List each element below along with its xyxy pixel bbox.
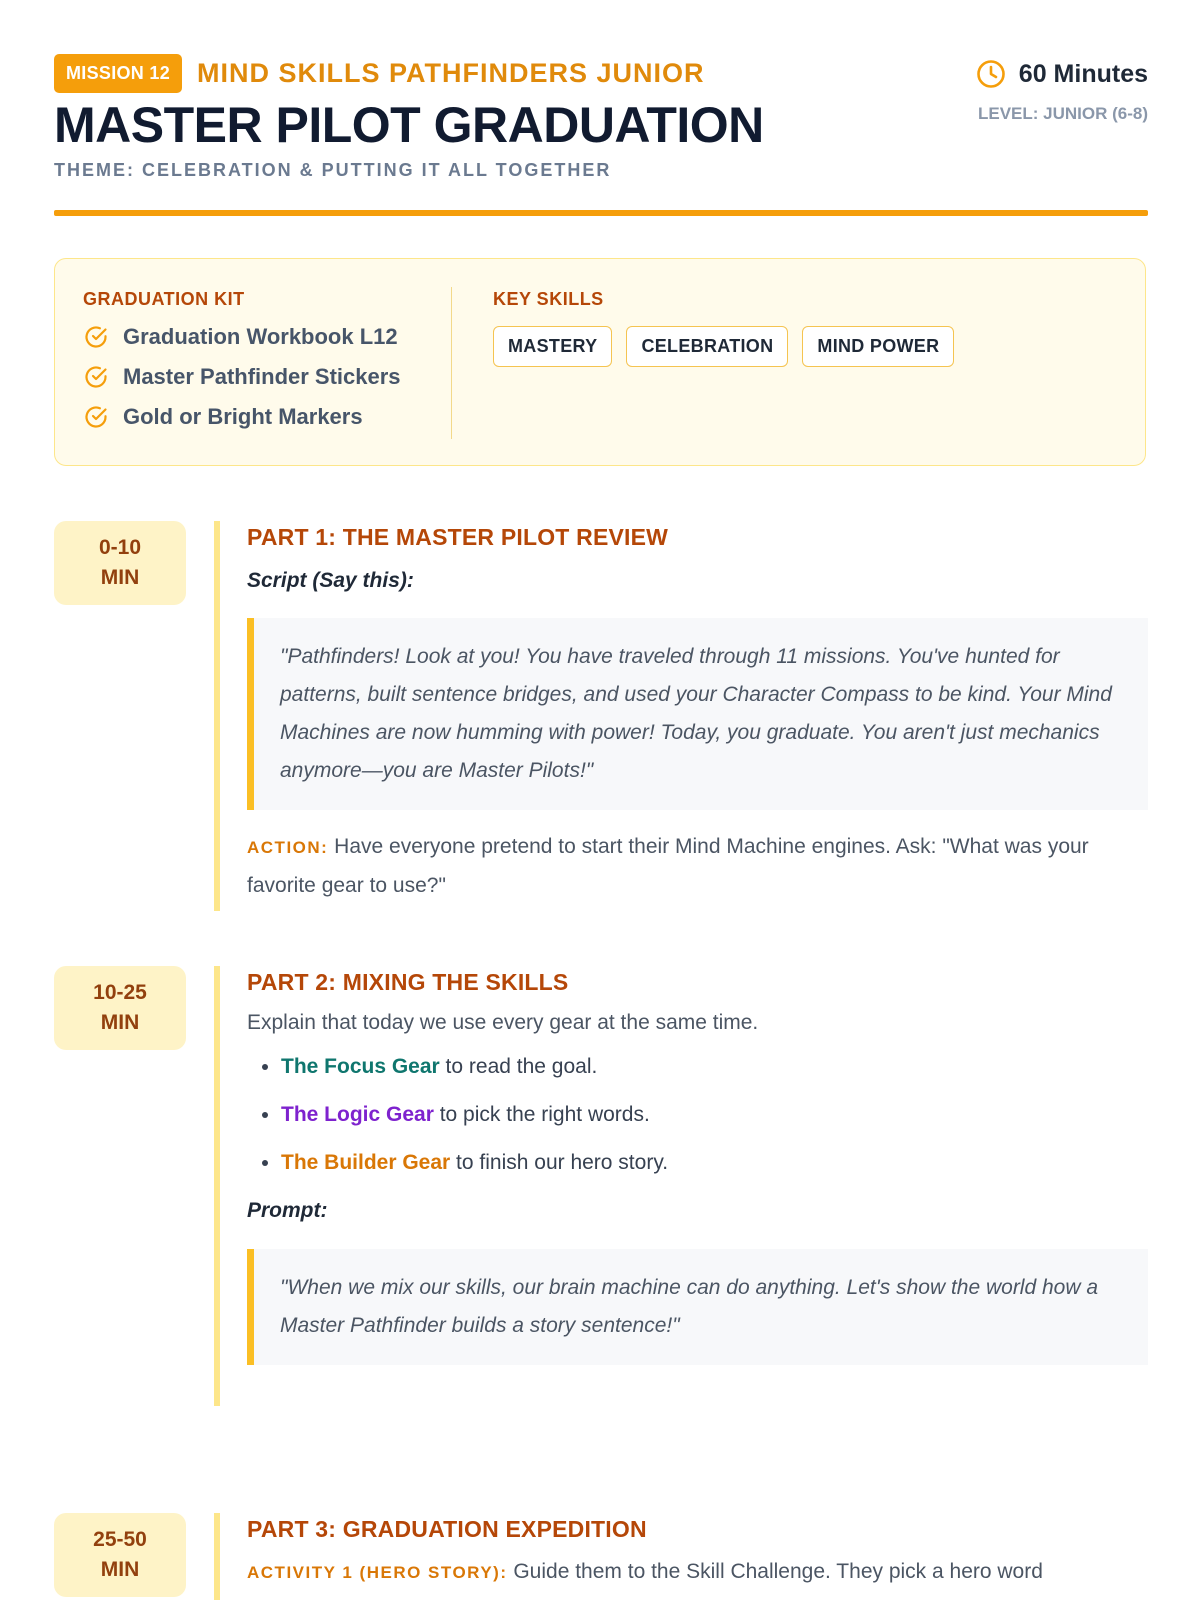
kit-item-label: Gold or Bright Markers — [123, 404, 363, 429]
script-label: Script (Say this): — [247, 569, 414, 592]
kit-item-label: Master Pathfinder Stickers — [123, 364, 401, 389]
activity-body: Guide them to the Skill Challenge. They pick a hero word — [513, 1560, 1043, 1583]
gear-description: to finish our hero story. — [450, 1151, 669, 1174]
part-1-content — [247, 521, 1148, 905]
kit-item — [83, 324, 401, 350]
action-text — [247, 828, 1148, 905]
list-item — [281, 1055, 1148, 1079]
prompt-quote: "When we mix our skills, our brain machine can do anything. Let's show the world how a Master Pathfinder builds a story sentence!" — [247, 1249, 1148, 1365]
activity-label: ACTIVITY 1 (HERO STORY): — [247, 1563, 508, 1582]
lesson-page — [54, 0, 1148, 1583]
part-title: PART 1: THE MASTER PILOT REVIEW — [247, 524, 669, 550]
time-unit: MIN — [100, 1011, 140, 1034]
time-badge — [54, 521, 186, 605]
program-name: MIND SKILLS PATHFINDERS JUNIOR — [197, 58, 705, 88]
kit-panel — [54, 258, 1146, 466]
kit-item — [83, 364, 401, 390]
builder-gear-label: The Builder Gear — [281, 1151, 451, 1174]
part-intro: Explain that today we use every gear at the same time. — [247, 1011, 759, 1034]
duration — [975, 58, 1148, 90]
check-circle-icon — [83, 324, 109, 350]
gear-description: to pick the right words. — [433, 1103, 650, 1126]
header-divider — [54, 210, 1148, 216]
part-title: PART 3: GRADUATION EXPEDITION — [247, 1516, 647, 1542]
time-range: 0-10 — [98, 536, 142, 559]
kit-heading: GRADUATION KIT — [83, 289, 245, 309]
list-item — [281, 1103, 1148, 1127]
gear-description: to read the goal. — [439, 1055, 598, 1078]
header — [54, 0, 1148, 215]
time-badge — [54, 966, 186, 1050]
script-quote: "Pathfinders! Look at you! You have traveled through 11 missions. You've hunted for patterns, built sentence bridges, and used your Character Compass to be kind. Your Mind Machines are now humming with power! Today, you graduate. You aren't just mechanics anymore—you are Master Pilots!" — [247, 618, 1148, 810]
logic-gear-label: The Logic Gear — [281, 1103, 434, 1126]
kit-item — [83, 404, 401, 430]
check-circle-icon — [83, 364, 109, 390]
skill-tags — [493, 326, 968, 367]
level-text: LEVEL: JUNIOR (6-8) — [977, 104, 1148, 123]
time-unit: MIN — [100, 566, 140, 589]
part-3-content — [247, 1513, 1148, 1592]
kit-divider — [451, 287, 452, 439]
time-unit: MIN — [100, 1558, 140, 1581]
skill-tag: MASTERY — [493, 326, 612, 367]
part-title: PART 2: MIXING THE SKILLS — [247, 969, 569, 995]
graduation-kit — [83, 289, 401, 430]
list-item — [281, 1151, 1148, 1175]
skill-tag: MIND POWER — [802, 326, 954, 367]
duration-text: 60 Minutes — [1018, 59, 1148, 88]
part-2-content — [247, 966, 1148, 1365]
focus-gear-label: The Focus Gear — [281, 1055, 440, 1078]
mission-row — [54, 54, 705, 93]
prompt-label: Prompt: — [247, 1199, 328, 1222]
kit-item-label: Graduation Workbook L12 — [123, 324, 398, 349]
clock-icon — [975, 58, 1007, 90]
key-skills — [493, 289, 968, 367]
timeline-bar — [214, 1513, 220, 1600]
timeline-bar — [214, 521, 220, 911]
timeline-bar — [214, 966, 220, 1406]
action-body: Have everyone pretend to start their Mind Machine engines. Ask: "What was your favorite gear to use?" — [247, 835, 1089, 897]
theme-subtitle: THEME: CELEBRATION & PUTTING IT ALL TOGETHER — [54, 160, 612, 180]
time-range: 25-50 — [93, 1528, 147, 1551]
gear-list — [247, 1055, 1148, 1175]
check-circle-icon — [83, 404, 109, 430]
time-range: 10-25 — [93, 981, 147, 1004]
activity-text — [247, 1553, 1148, 1592]
page-title: MASTER PILOT GRADUATION — [54, 97, 764, 153]
skills-heading: KEY SKILLS — [493, 289, 604, 309]
skill-tag: CELEBRATION — [626, 326, 788, 367]
mission-badge: MISSION 12 — [54, 54, 182, 93]
time-badge — [54, 1513, 186, 1597]
action-label: ACTION: — [247, 838, 329, 857]
